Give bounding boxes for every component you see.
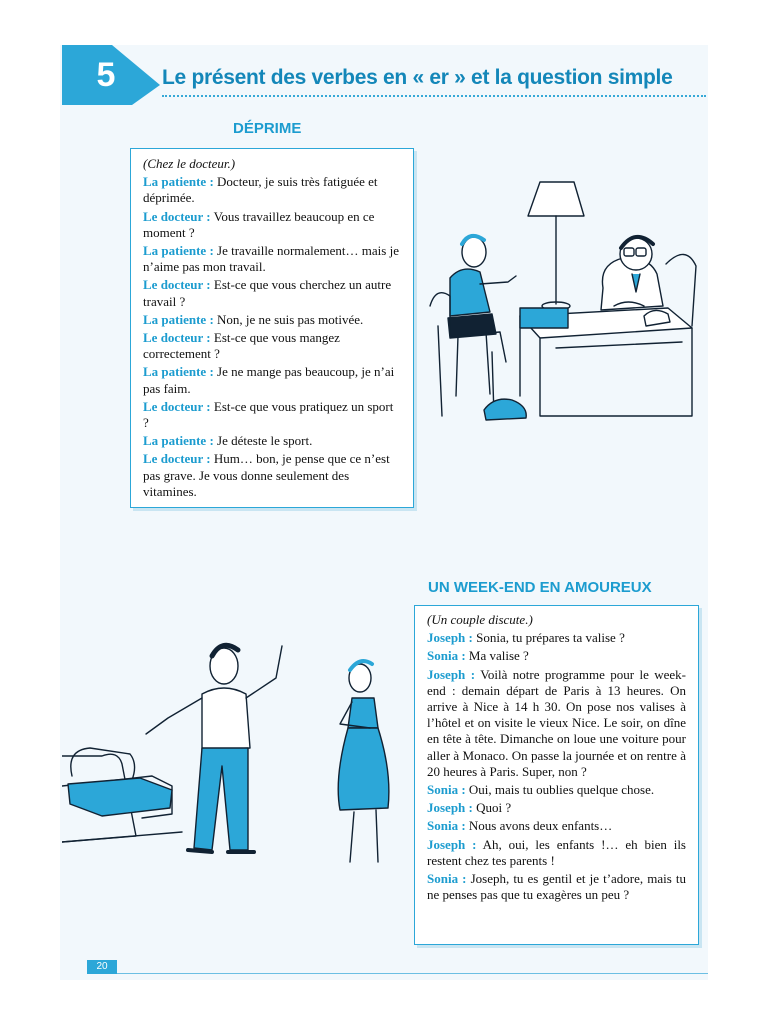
speaker-name: Le docteur : xyxy=(143,398,211,414)
dialog-line xyxy=(427,630,686,646)
dialog-text: Sonia, tu prépares ta valise ? xyxy=(476,630,625,646)
dialog-line xyxy=(427,871,686,903)
speaker-name: Joseph : xyxy=(427,630,473,646)
title-divider xyxy=(162,95,706,97)
dialog-line xyxy=(427,782,686,798)
dialog-line xyxy=(143,364,401,396)
dialog-text: Vous travaillez beaucoup en ce moment ? xyxy=(143,208,375,240)
dialog-line xyxy=(427,837,686,869)
dialog-text: Est-ce que vous cherchez un autre travail ? xyxy=(143,277,392,309)
dialog-text: Hum… bon, je pense que ce n’est pas grave. Je vous donne seulement des vitamines. xyxy=(143,451,390,499)
dialog-line xyxy=(143,330,401,362)
dialog-text: Quoi ? xyxy=(476,800,512,816)
dialog-text: Voilà notre programme pour le week-end : demain départ de Paris à 13 heures. On arrive à Nice à 14 h 30. On pose nos valises à l’hôtel et on visite le vieux Nice. Le soir, on dîne en tête à tête. Dimanche on loue une voiture pour aller à Monaco. On passe la journée et on rentre à 20 heures à Paris. Super, non ? xyxy=(427,666,687,779)
dialog-text: Ma valise ? xyxy=(468,648,529,664)
dialog-line xyxy=(143,209,401,241)
dialog-line xyxy=(427,648,686,664)
section-title-weekend: UN WEEK-END EN AMOUREUX xyxy=(428,579,652,596)
dialog-context: (Chez le docteur.) xyxy=(143,156,236,171)
speaker-name: Joseph : xyxy=(427,836,477,852)
speaker-name: La patiente : xyxy=(143,433,214,449)
speaker-name: Sonia : xyxy=(427,648,466,664)
dialog-text: Joseph, tu es gentil et je t’adore, mais tu ne penses pas que tu exagères un peu ? xyxy=(427,871,686,903)
dialog-text: Est-ce que vous mangez correctement ? xyxy=(143,330,340,362)
chapter-number: 5 xyxy=(96,56,116,94)
speaker-name: La patiente : xyxy=(143,311,214,327)
speaker-name: Sonia : xyxy=(427,782,466,798)
doctor-patient-illustration xyxy=(428,176,703,426)
speaker-name: La patiente : xyxy=(143,243,214,259)
speaker-name: Le docteur : xyxy=(143,208,211,224)
dialog-line xyxy=(143,399,401,431)
dialog-line xyxy=(143,174,401,206)
dialog-line xyxy=(143,433,401,449)
dialog-line xyxy=(143,243,401,275)
speaker-name: Le docteur : xyxy=(143,330,211,346)
dialog-text: Oui, mais tu oublies quelque chose. xyxy=(468,782,655,798)
speaker-name: La patiente : xyxy=(143,174,214,190)
speaker-name: Joseph : xyxy=(427,800,473,816)
dialog-lines xyxy=(427,630,686,903)
speaker-name: Le docteur : xyxy=(143,451,211,467)
dialog-context: (Un couple discute.) xyxy=(427,612,533,627)
dialog-text: Je déteste le sport. xyxy=(217,433,313,449)
dialog-line xyxy=(427,800,686,816)
page-number: 20 xyxy=(87,960,117,974)
dialog-text: Je ne mange pas beaucoup, je n’ai pas faim. xyxy=(143,364,395,396)
dialog-text: Non, je ne suis pas motivée. xyxy=(217,311,364,327)
speaker-name: Sonia : xyxy=(427,818,466,834)
dialog-text: Est-ce que vous pratiquez un sport ? xyxy=(143,398,394,431)
couple-illustration xyxy=(62,636,408,872)
dialog-text: Nous avons deux enfants… xyxy=(468,818,613,834)
page-title: Le présent des verbes en « er » et la question simple xyxy=(162,66,673,89)
section-title-deprime: DÉPRIME xyxy=(233,120,302,137)
dialog-line xyxy=(143,451,401,500)
speaker-name: Joseph : xyxy=(427,666,476,682)
speaker-name: Sonia : xyxy=(427,871,467,887)
dialog-text: Ah, oui, les enfants !… eh bien ils restent chez tes parents ! xyxy=(427,836,686,868)
dialog-text: Je travaille normalement… mais je n’aime pas mon travail. xyxy=(143,243,399,275)
dialog-line xyxy=(427,818,686,834)
dialog-line xyxy=(143,277,401,309)
dialog-text: Docteur, je suis très fatiguée et déprimée. xyxy=(143,174,378,206)
footer-divider xyxy=(117,973,708,974)
dialog-box-deprime xyxy=(130,148,414,508)
dialog-line xyxy=(427,667,686,780)
dialog-box-weekend xyxy=(414,605,699,945)
speaker-name: Le docteur : xyxy=(143,277,211,293)
speaker-name: La patiente : xyxy=(143,364,214,380)
dialog-lines xyxy=(143,174,401,500)
dialog-line xyxy=(143,312,401,328)
